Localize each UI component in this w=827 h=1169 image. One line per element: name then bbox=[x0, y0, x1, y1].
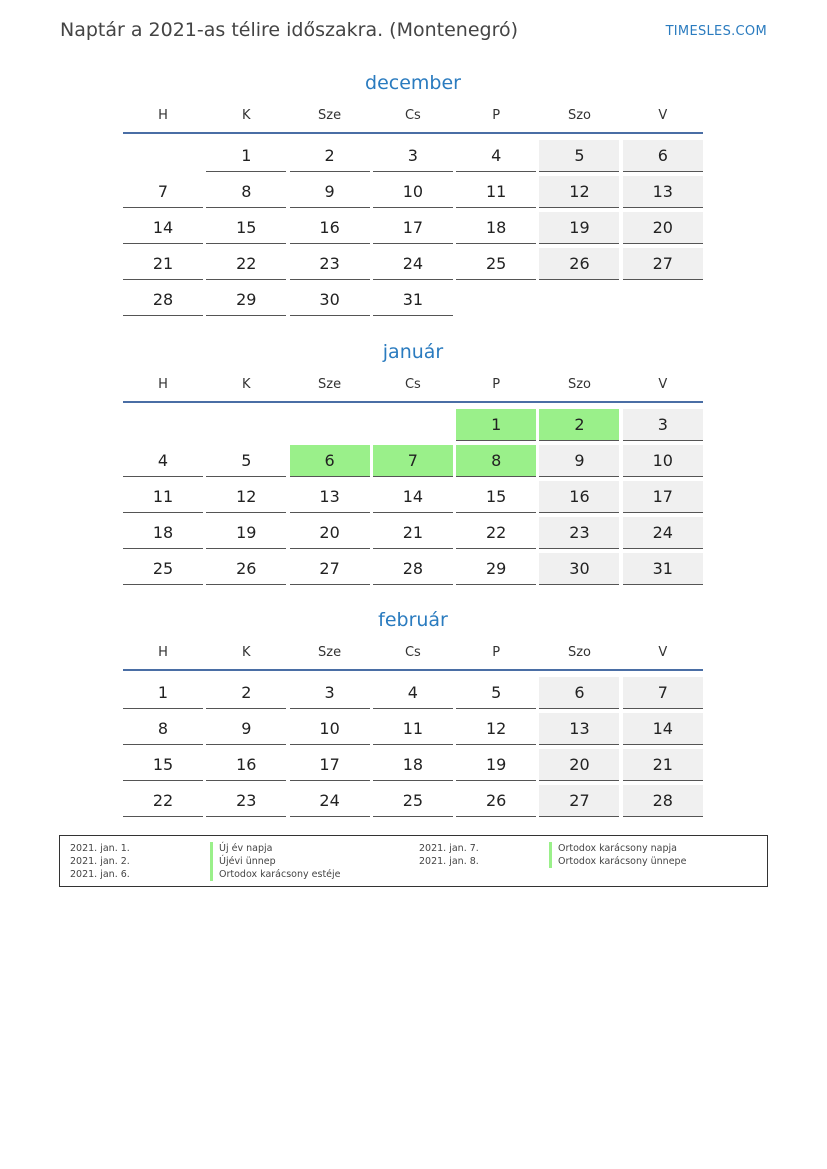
weekend-day-cell: 5 bbox=[539, 140, 619, 172]
weekday-label: Cs bbox=[404, 644, 421, 660]
week-row bbox=[123, 550, 703, 586]
day-cell: 16 bbox=[206, 749, 286, 781]
day-cell: 12 bbox=[206, 481, 286, 513]
day-cell: 15 bbox=[206, 212, 286, 244]
weekend-day-cell: 17 bbox=[623, 481, 703, 513]
weekend-day-cell: 6 bbox=[539, 677, 619, 709]
empty-day-cell bbox=[123, 409, 203, 441]
day-cell: 22 bbox=[456, 517, 536, 549]
day-cell: 12 bbox=[456, 713, 536, 745]
weekend-day-cell: 13 bbox=[623, 176, 703, 208]
weekend-day-cell: 6 bbox=[623, 140, 703, 172]
day-cell: 24 bbox=[373, 248, 453, 280]
weekend-day-cell: 27 bbox=[623, 248, 703, 280]
month-name: december bbox=[365, 72, 461, 94]
weekday-header-row bbox=[123, 98, 703, 134]
weekend-day-cell: 13 bbox=[539, 713, 619, 745]
day-cell: 11 bbox=[123, 481, 203, 513]
weekday-label: H bbox=[158, 376, 168, 392]
weekday-label: Cs bbox=[404, 376, 421, 392]
empty-day-cell bbox=[539, 284, 619, 316]
day-cell: 28 bbox=[123, 284, 203, 316]
week-row bbox=[123, 442, 703, 478]
weekday-label: P bbox=[492, 107, 501, 123]
weekday-label: Szo bbox=[567, 644, 591, 660]
week-row bbox=[123, 209, 703, 245]
week-row bbox=[123, 514, 703, 550]
day-cell: 5 bbox=[206, 445, 286, 477]
week-row bbox=[123, 782, 703, 818]
week-row bbox=[123, 746, 703, 782]
day-cell: 21 bbox=[373, 517, 453, 549]
month-calendar bbox=[123, 605, 703, 818]
weekday-label: H bbox=[158, 107, 168, 123]
weekend-day-cell: 27 bbox=[539, 785, 619, 817]
day-cell: 23 bbox=[290, 248, 370, 280]
weekday-header-row bbox=[123, 367, 703, 403]
day-cell: 16 bbox=[290, 212, 370, 244]
day-cell: 3 bbox=[373, 140, 453, 172]
week-row bbox=[123, 281, 703, 317]
week-row bbox=[123, 137, 703, 173]
weekend-day-cell: 3 bbox=[623, 409, 703, 441]
day-cell: 11 bbox=[373, 713, 453, 745]
legend-holiday-name: Ortodox karácsony ünnepe bbox=[549, 855, 686, 868]
empty-day-cell bbox=[290, 409, 370, 441]
month-name: január bbox=[382, 341, 444, 363]
weekday-label: Cs bbox=[404, 107, 421, 123]
weekday-header-row bbox=[123, 635, 703, 671]
day-cell: 25 bbox=[123, 553, 203, 585]
weekend-day-cell: 10 bbox=[623, 445, 703, 477]
day-cell: 8 bbox=[123, 713, 203, 745]
day-cell: 15 bbox=[456, 481, 536, 513]
weekday-label: V bbox=[658, 107, 668, 123]
day-cell: 4 bbox=[373, 677, 453, 709]
week-row bbox=[123, 478, 703, 514]
day-cell: 21 bbox=[123, 248, 203, 280]
day-cell: 26 bbox=[206, 553, 286, 585]
weekday-label: K bbox=[242, 107, 251, 123]
weekday-label: V bbox=[658, 644, 668, 660]
day-cell: 20 bbox=[290, 517, 370, 549]
day-cell: 26 bbox=[456, 785, 536, 817]
weekend-day-cell: 21 bbox=[623, 749, 703, 781]
weekend-day-cell: 9 bbox=[539, 445, 619, 477]
legend-date: 2021. jan. 7. bbox=[419, 843, 479, 854]
day-cell: 19 bbox=[456, 749, 536, 781]
day-cell: 19 bbox=[206, 517, 286, 549]
empty-day-cell bbox=[623, 284, 703, 316]
weekday-label: Szo bbox=[567, 107, 591, 123]
holiday-day-cell: 6 bbox=[290, 445, 370, 477]
empty-day-cell bbox=[373, 409, 453, 441]
day-cell: 9 bbox=[290, 176, 370, 208]
day-cell: 27 bbox=[290, 553, 370, 585]
month-name: február bbox=[378, 609, 448, 631]
weekday-label: K bbox=[242, 644, 251, 660]
day-cell: 30 bbox=[290, 284, 370, 316]
day-cell: 18 bbox=[456, 212, 536, 244]
weekday-label: P bbox=[492, 376, 501, 392]
day-cell: 24 bbox=[290, 785, 370, 817]
weekend-day-cell: 26 bbox=[539, 248, 619, 280]
day-cell: 22 bbox=[123, 785, 203, 817]
day-cell: 18 bbox=[123, 517, 203, 549]
weekend-day-cell: 16 bbox=[539, 481, 619, 513]
legend-holiday-name: Ortodox karácsony napja bbox=[549, 842, 677, 855]
weekday-label: Sze bbox=[318, 107, 342, 123]
day-cell: 29 bbox=[206, 284, 286, 316]
empty-day-cell bbox=[206, 409, 286, 441]
brand-logo-link[interactable]: TIMESLES.COM bbox=[665, 24, 767, 39]
week-row bbox=[123, 173, 703, 209]
day-cell: 25 bbox=[373, 785, 453, 817]
weekday-label: Sze bbox=[318, 376, 342, 392]
day-cell: 11 bbox=[456, 176, 536, 208]
holiday-day-cell: 2 bbox=[539, 409, 619, 441]
holiday-day-cell: 1 bbox=[456, 409, 536, 441]
day-cell: 4 bbox=[456, 140, 536, 172]
day-cell: 17 bbox=[290, 749, 370, 781]
day-cell: 25 bbox=[456, 248, 536, 280]
weekend-day-cell: 30 bbox=[539, 553, 619, 585]
day-cell: 1 bbox=[123, 677, 203, 709]
holiday-legend bbox=[59, 835, 768, 887]
weekday-label: H bbox=[158, 644, 168, 660]
month-calendar bbox=[123, 68, 703, 317]
day-cell: 31 bbox=[373, 284, 453, 316]
day-cell: 13 bbox=[290, 481, 370, 513]
weekend-day-cell: 31 bbox=[623, 553, 703, 585]
day-cell: 23 bbox=[206, 785, 286, 817]
day-cell: 17 bbox=[373, 212, 453, 244]
week-row bbox=[123, 406, 703, 442]
weekday-label: V bbox=[658, 376, 668, 392]
day-cell: 29 bbox=[456, 553, 536, 585]
weekday-label: K bbox=[242, 376, 251, 392]
weekend-day-cell: 14 bbox=[623, 713, 703, 745]
day-cell: 18 bbox=[373, 749, 453, 781]
day-cell: 22 bbox=[206, 248, 286, 280]
day-cell: 28 bbox=[373, 553, 453, 585]
week-row bbox=[123, 674, 703, 710]
holiday-day-cell: 7 bbox=[373, 445, 453, 477]
day-cell: 9 bbox=[206, 713, 286, 745]
legend-date: 2021. jan. 2. bbox=[70, 856, 130, 867]
weekend-day-cell: 7 bbox=[623, 677, 703, 709]
weekend-day-cell: 19 bbox=[539, 212, 619, 244]
day-cell: 10 bbox=[290, 713, 370, 745]
weekday-label: Sze bbox=[318, 644, 342, 660]
empty-day-cell bbox=[123, 140, 203, 172]
holiday-day-cell: 8 bbox=[456, 445, 536, 477]
weekend-day-cell: 12 bbox=[539, 176, 619, 208]
weekend-day-cell: 28 bbox=[623, 785, 703, 817]
weekday-label: Szo bbox=[567, 376, 591, 392]
page-title: Naptár a 2021-as télire időszakra. (Montenegró) bbox=[60, 19, 519, 41]
day-cell: 5 bbox=[456, 677, 536, 709]
weekend-day-cell: 20 bbox=[539, 749, 619, 781]
day-cell: 7 bbox=[123, 176, 203, 208]
day-cell: 14 bbox=[123, 212, 203, 244]
weekday-label: P bbox=[492, 644, 501, 660]
legend-holiday-name: Új év napja bbox=[210, 842, 272, 855]
day-cell: 2 bbox=[206, 677, 286, 709]
legend-date: 2021. jan. 8. bbox=[419, 856, 479, 867]
day-cell: 15 bbox=[123, 749, 203, 781]
weekend-day-cell: 23 bbox=[539, 517, 619, 549]
empty-day-cell bbox=[456, 284, 536, 316]
day-cell: 2 bbox=[290, 140, 370, 172]
weekend-day-cell: 24 bbox=[623, 517, 703, 549]
day-cell: 14 bbox=[373, 481, 453, 513]
legend-holiday-name: Újévi ünnep bbox=[210, 855, 276, 868]
day-cell: 8 bbox=[206, 176, 286, 208]
week-row bbox=[123, 245, 703, 281]
week-row bbox=[123, 710, 703, 746]
weekend-day-cell: 20 bbox=[623, 212, 703, 244]
legend-date: 2021. jan. 1. bbox=[70, 843, 130, 854]
day-cell: 3 bbox=[290, 677, 370, 709]
day-cell: 1 bbox=[206, 140, 286, 172]
legend-holiday-name: Ortodox karácsony estéje bbox=[210, 868, 341, 881]
day-cell: 4 bbox=[123, 445, 203, 477]
day-cell: 10 bbox=[373, 176, 453, 208]
legend-date: 2021. jan. 6. bbox=[70, 869, 130, 880]
month-calendar bbox=[123, 337, 703, 586]
